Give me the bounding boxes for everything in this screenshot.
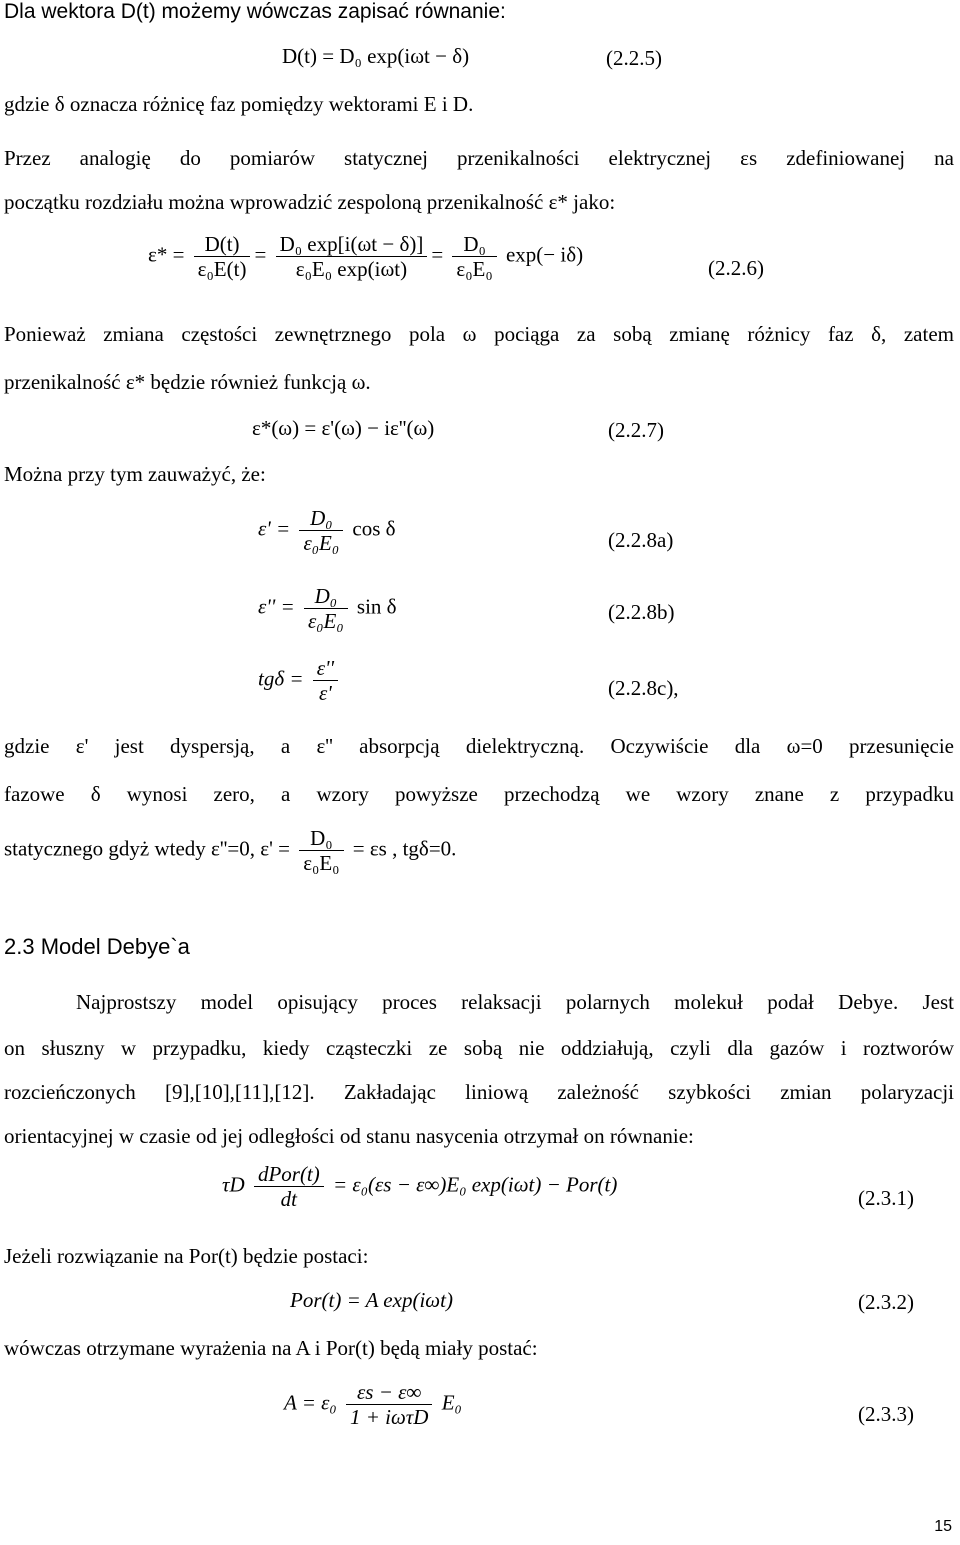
equation-lhs: ε* = [148, 242, 185, 267]
equation-expression: D(t) = D₀ exp(iωt − δ) [282, 44, 470, 68]
paragraph-debye-line1: Najprostszy model opisujący proces relaksacji polarnych molekuł podał Debye. Jest [76, 990, 954, 1014]
paragraph-result: wówczas otrzymane wyrażenia na A i Por(t) będą miały postać: [4, 1336, 538, 1360]
equation-2-2-5 [282, 44, 469, 69]
fraction-denominator: ε₀E₀ [456, 257, 493, 282]
paragraph-solution: Jeżeli rozwiązanie na Por(t) będzie postaci: [4, 1244, 369, 1268]
equation-label: (2.3.2) [858, 1290, 914, 1314]
paragraph-frequency-line2: przenikalność ε* będzie również funkcją ω. [4, 370, 371, 394]
equation-tail: E₀ [441, 1390, 462, 1415]
equation-label: (2.2.7) [608, 418, 664, 442]
fraction-numerator: D₀ [304, 584, 348, 609]
equation-label: (2.3.1) [858, 1186, 914, 1210]
fraction-numerator: D₀ [299, 826, 343, 851]
equation-2-2-8a [258, 506, 396, 555]
fraction-denominator: ε₀E₀ exp(iωt) [295, 257, 408, 282]
fraction-numerator: εs − ε∞ [346, 1380, 433, 1405]
intro-paragraph: Dla wektora D(t) możemy wówczas zapisać równanie: [4, 0, 506, 23]
fraction-denominator: ε₀E₀ [303, 531, 340, 556]
fraction [194, 232, 251, 281]
equation-2-2-6: ε* = $\frac{D(t)}{\text{ε₀E(t)}}$ = $\frac{\text{D₀ exp[i(ωt − δ)]}}{\text{ε₀E₀ exp(iωt)}}$ = $\frac{\text{D₀}}{\text{ε₀E₀}}$ exp(− iδ) [148, 232, 584, 282]
fraction [346, 1380, 433, 1429]
paragraph-analogy-line1: Przez analogię do pomiarów statycznej przenikalności elektrycznej εs zdefiniowanej na [4, 146, 954, 170]
equation-tail: cos δ [352, 516, 396, 541]
equation-lhs: A = ε₀ [284, 1390, 337, 1415]
paragraph-dispersion-line2: fazowe δ wynosi zero, a wzory powyższe przechodzą we wzory znane z przypadku [4, 782, 954, 806]
equation-expression: ε*(ω) = ε'(ω) − iε''(ω) [252, 416, 435, 440]
equation-label: (2.2.6) [708, 256, 764, 280]
fraction [276, 232, 428, 281]
equation-tail: exp(− iδ) [505, 242, 584, 267]
fraction [304, 584, 348, 633]
equation-lhs: ε'' = [258, 594, 295, 619]
equation-label: (2.2.8c), [608, 676, 679, 700]
text-fragment: = εs , tgδ=0. [352, 836, 457, 861]
fraction-numerator: dPor(t) [254, 1162, 324, 1187]
equation-rhs: = ε₀(εs − ε∞)E₀ exp(iωt) − Por(t) [333, 1172, 618, 1197]
fraction [452, 232, 496, 281]
fraction-numerator: D₀ [452, 232, 496, 257]
paragraph-analogy-line2: początku rozdziału można wprowadzić zespoloną przenikalność ε* jako: [4, 190, 616, 214]
equation-lhs: τD [222, 1172, 245, 1197]
equation-label: (2.2.8a) [608, 528, 674, 552]
equation-lhs: ε' = [258, 516, 291, 541]
fraction-denominator: 1 + iωτD [349, 1405, 429, 1430]
paragraph-note: Można przy tym zauważyć, że: [4, 462, 266, 486]
page-number: 15 [934, 1518, 952, 1535]
equation-label: (2.3.3) [858, 1402, 914, 1426]
fraction [299, 506, 343, 555]
equation-label: (2.2.8b) [608, 600, 675, 624]
paragraph-debye-line2: on słuszny w przypadku, kiedy cząsteczki ze sobą nie oddziałują, czyli dla gazów i roztworów [4, 1036, 954, 1060]
fraction-denominator: ε' [319, 681, 332, 706]
paragraph-dispersion-line3 [4, 826, 456, 875]
equation-2-3-2 [290, 1288, 453, 1313]
equation-2-2-8c [258, 656, 342, 705]
fraction-numerator: D₀ [299, 506, 343, 531]
fraction [254, 1162, 324, 1211]
fraction-numerator: ε'' [313, 656, 338, 681]
fraction [313, 656, 338, 705]
fraction-numerator: D(t) [194, 232, 251, 257]
paragraph-frequency-line1: Ponieważ zmiana częstości zewnętrznego pola ω pociąga za sobą zmianę różnicy faz δ, zatem [4, 322, 954, 346]
equation-label: (2.2.5) [606, 46, 662, 70]
equation-2-3-1 [222, 1162, 617, 1211]
paragraph-debye-line4: orientacyjnej w czasie od jej odległości od stanu nasycenia otrzymał on równanie: [4, 1124, 694, 1148]
paragraph-dispersion-line1: gdzie ε' jest dyspersją, a ε'' absorpcją dielektryczną. Oczywiście dla ω=0 przesunięcie [4, 734, 954, 758]
fraction-denominator: ε₀E(t) [197, 257, 247, 282]
fraction-denominator: dt [280, 1187, 298, 1212]
fraction-denominator: ε₀E₀ [303, 851, 340, 876]
equation-2-2-7 [252, 416, 434, 441]
paragraph-debye-line3: rozcieńczonych [9],[10],[11],[12]. Zakładając liniową zależność szybkości zmian polaryzacji [4, 1080, 954, 1104]
equation-lhs: tgδ = [258, 666, 304, 691]
text-fragment: statycznego gdyż wtedy ε''=0, ε' = [4, 836, 290, 861]
equation-2-2-8b [258, 584, 397, 633]
paragraph-phase-difference: gdzie δ oznacza różnicę faz pomiędzy wektorami E i D. [4, 92, 474, 116]
fraction-denominator: ε₀E₀ [307, 609, 344, 634]
fraction-numerator: D₀ exp[i(ωt − δ)] [276, 232, 428, 257]
equation-2-3-3 [284, 1380, 462, 1429]
fraction [299, 826, 343, 875]
equation-expression: Por(t) = A exp(iωt) [290, 1288, 453, 1312]
equation-tail: sin δ [356, 594, 397, 619]
section-heading: 2.3 Model Debye`a [4, 934, 190, 959]
